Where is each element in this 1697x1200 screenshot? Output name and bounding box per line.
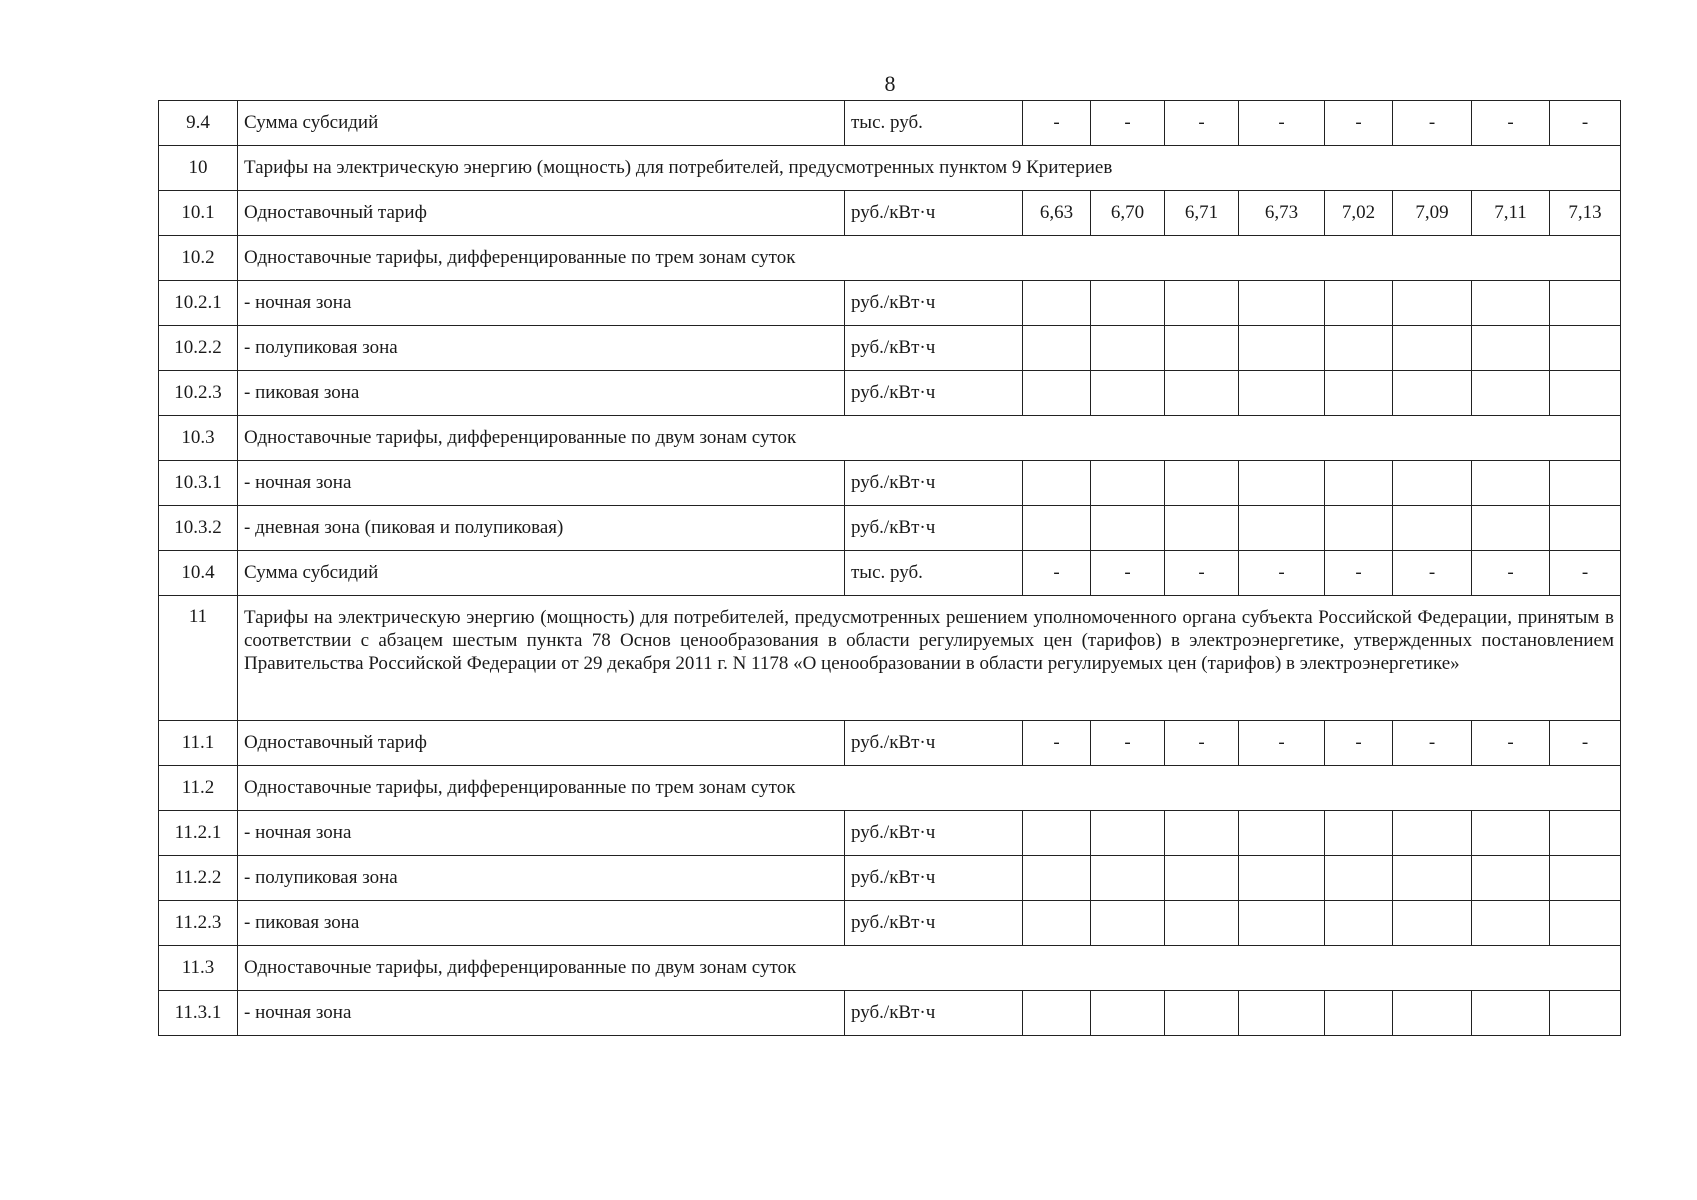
row-name: - ночная зона (238, 811, 845, 856)
value-cell: - (1550, 101, 1621, 146)
value-cell: - (1165, 721, 1239, 766)
row-unit: руб./кВт·ч (845, 856, 1023, 901)
value-cell (1165, 811, 1239, 856)
value-cell (1393, 506, 1472, 551)
row-name: - ночная зона (238, 281, 845, 326)
row-name: Сумма субсидий (238, 551, 845, 596)
value-cell (1393, 461, 1472, 506)
value-cell (1023, 901, 1091, 946)
value-cell: - (1393, 721, 1472, 766)
table-row (159, 721, 1621, 766)
value-cell (1472, 281, 1550, 326)
value-cell: - (1472, 551, 1550, 596)
table-row (159, 281, 1621, 326)
value-cell (1550, 371, 1621, 416)
row-number: 11.2.1 (159, 811, 238, 856)
row-number: 10.1 (159, 191, 238, 236)
value-cell (1165, 371, 1239, 416)
row-name: Одноставочный тариф (238, 721, 845, 766)
section-row (159, 766, 1621, 811)
table-row (159, 551, 1621, 596)
value-cell: 6,71 (1165, 191, 1239, 236)
value-cell: - (1239, 721, 1325, 766)
row-unit: руб./кВт·ч (845, 281, 1023, 326)
tariff-table (158, 100, 1621, 1036)
row-name: - пиковая зона (238, 371, 845, 416)
row-name: - ночная зона (238, 461, 845, 506)
value-cell (1325, 461, 1393, 506)
value-cell: - (1393, 551, 1472, 596)
row-unit: руб./кВт·ч (845, 901, 1023, 946)
row-unit: тыс. руб. (845, 551, 1023, 596)
value-cell (1091, 991, 1165, 1036)
value-cell (1239, 461, 1325, 506)
value-cell (1023, 991, 1091, 1036)
row-number: 11.1 (159, 721, 238, 766)
value-cell (1091, 371, 1165, 416)
value-cell (1393, 281, 1472, 326)
value-cell (1239, 856, 1325, 901)
row-number: 11 (159, 596, 238, 721)
value-cell (1325, 371, 1393, 416)
value-cell: - (1165, 551, 1239, 596)
value-cell (1239, 811, 1325, 856)
row-number: 11.2.2 (159, 856, 238, 901)
value-cell (1239, 281, 1325, 326)
value-cell (1165, 461, 1239, 506)
table-row (159, 506, 1621, 551)
section-title: Одноставочные тарифы, дифференцированные по трем зонам суток (238, 236, 1621, 281)
value-cell (1165, 506, 1239, 551)
value-cell: 7,02 (1325, 191, 1393, 236)
value-cell: - (1239, 551, 1325, 596)
value-cell: 7,09 (1393, 191, 1472, 236)
value-cell (1325, 856, 1393, 901)
value-cell (1239, 326, 1325, 371)
row-name: - дневная зона (пиковая и полупиковая) (238, 506, 845, 551)
row-number: 10.2.1 (159, 281, 238, 326)
page-number: 8 (884, 71, 896, 96)
value-cell (1472, 901, 1550, 946)
value-cell (1550, 506, 1621, 551)
value-cell (1239, 371, 1325, 416)
value-cell: - (1091, 101, 1165, 146)
value-cell (1165, 281, 1239, 326)
value-cell: - (1023, 101, 1091, 146)
value-cell (1023, 811, 1091, 856)
row-number: 9.4 (159, 101, 238, 146)
value-cell: - (1550, 551, 1621, 596)
row-number: 10.2.2 (159, 326, 238, 371)
value-cell (1550, 811, 1621, 856)
table-row (159, 371, 1621, 416)
row-number: 11.3 (159, 946, 238, 991)
row-number: 10.3.2 (159, 506, 238, 551)
row-number: 10.2 (159, 236, 238, 281)
value-cell (1472, 326, 1550, 371)
value-cell (1091, 281, 1165, 326)
table-row (159, 856, 1621, 901)
value-cell (1472, 991, 1550, 1036)
value-cell: - (1023, 721, 1091, 766)
section-title: Одноставочные тарифы, дифференцированные по двум зонам суток (238, 946, 1621, 991)
row-unit: руб./кВт·ч (845, 506, 1023, 551)
value-cell (1393, 811, 1472, 856)
section-row (159, 596, 1621, 721)
value-cell (1472, 856, 1550, 901)
value-cell (1393, 901, 1472, 946)
value-cell: - (1023, 551, 1091, 596)
section-row (159, 416, 1621, 461)
value-cell (1393, 326, 1472, 371)
section-title: Одноставочные тарифы, дифференцированные по трем зонам суток (238, 766, 1621, 811)
row-number: 11.3.1 (159, 991, 238, 1036)
value-cell (1325, 901, 1393, 946)
row-unit: руб./кВт·ч (845, 811, 1023, 856)
value-cell (1091, 326, 1165, 371)
table-row (159, 811, 1621, 856)
section-row (159, 236, 1621, 281)
value-cell (1023, 506, 1091, 551)
row-name: - полупиковая зона (238, 326, 845, 371)
value-cell (1091, 811, 1165, 856)
value-cell (1239, 901, 1325, 946)
value-cell (1165, 991, 1239, 1036)
value-cell (1550, 461, 1621, 506)
row-number: 10.2.3 (159, 371, 238, 416)
value-cell (1472, 371, 1550, 416)
value-cell (1091, 901, 1165, 946)
value-cell: 6,73 (1239, 191, 1325, 236)
table-row (159, 461, 1621, 506)
value-cell (1325, 991, 1393, 1036)
value-cell (1023, 856, 1091, 901)
value-cell (1239, 506, 1325, 551)
value-cell: - (1472, 721, 1550, 766)
value-cell (1165, 901, 1239, 946)
value-cell (1239, 991, 1325, 1036)
row-unit: руб./кВт·ч (845, 991, 1023, 1036)
row-number: 10 (159, 146, 238, 191)
value-cell (1550, 856, 1621, 901)
value-cell (1325, 281, 1393, 326)
value-cell (1550, 326, 1621, 371)
value-cell (1550, 281, 1621, 326)
value-cell (1472, 461, 1550, 506)
value-cell: 7,13 (1550, 191, 1621, 236)
value-cell (1393, 856, 1472, 901)
value-cell: - (1550, 721, 1621, 766)
table-row (159, 191, 1621, 236)
row-number: 10.3.1 (159, 461, 238, 506)
value-cell: - (1325, 101, 1393, 146)
value-cell (1165, 326, 1239, 371)
section-title: Одноставочные тарифы, дифференцированные по двум зонам суток (238, 416, 1621, 461)
row-number: 11.2 (159, 766, 238, 811)
row-name: - полупиковая зона (238, 856, 845, 901)
table-row (159, 101, 1621, 146)
row-unit: руб./кВт·ч (845, 191, 1023, 236)
value-cell (1325, 811, 1393, 856)
row-name: Сумма субсидий (238, 101, 845, 146)
value-cell (1550, 901, 1621, 946)
value-cell: 7,11 (1472, 191, 1550, 236)
value-cell (1091, 461, 1165, 506)
section-title: Тарифы на электрическую энергию (мощность) для потребителей, предусмотренных решением уполномоченного органа субъекта Российской Федерации, принятым в соответствии с абзацем шестым пункта 78 Основ ценообразования в области регулируемых цен (тарифов) в электроэнергетике, утвержденных постановлением Правительства Российской Федерации от 29 декабря 2011 г. N 1178 «О ценообразовании в области регулируемых цен (тарифов) в электроэнергетике» (238, 596, 1621, 721)
value-cell: 6,63 (1023, 191, 1091, 236)
value-cell (1472, 811, 1550, 856)
value-cell (1165, 856, 1239, 901)
value-cell (1325, 506, 1393, 551)
value-cell: - (1091, 721, 1165, 766)
value-cell (1023, 461, 1091, 506)
value-cell (1472, 506, 1550, 551)
row-number: 10.3 (159, 416, 238, 461)
section-row (159, 946, 1621, 991)
row-unit: руб./кВт·ч (845, 326, 1023, 371)
value-cell (1550, 991, 1621, 1036)
table-row (159, 991, 1621, 1036)
row-unit: руб./кВт·ч (845, 371, 1023, 416)
row-number: 11.2.3 (159, 901, 238, 946)
value-cell (1325, 326, 1393, 371)
row-name: - пиковая зона (238, 901, 845, 946)
value-cell (1091, 506, 1165, 551)
table-body (159, 101, 1621, 1036)
value-cell (1023, 326, 1091, 371)
section-title: Тарифы на электрическую энергию (мощность) для потребителей, предусмотренных пунктом 9 Критериев (238, 146, 1621, 191)
value-cell: - (1393, 101, 1472, 146)
row-number: 10.4 (159, 551, 238, 596)
value-cell (1393, 991, 1472, 1036)
value-cell (1393, 371, 1472, 416)
value-cell (1023, 371, 1091, 416)
value-cell: - (1091, 551, 1165, 596)
row-unit: руб./кВт·ч (845, 721, 1023, 766)
value-cell (1091, 856, 1165, 901)
value-cell (1023, 281, 1091, 326)
value-cell: - (1325, 551, 1393, 596)
row-name: Одноставочный тариф (238, 191, 845, 236)
row-unit: тыс. руб. (845, 101, 1023, 146)
value-cell: - (1472, 101, 1550, 146)
value-cell: 6,70 (1091, 191, 1165, 236)
row-unit: руб./кВт·ч (845, 461, 1023, 506)
table-row (159, 901, 1621, 946)
value-cell: - (1325, 721, 1393, 766)
value-cell: - (1239, 101, 1325, 146)
row-name: - ночная зона (238, 991, 845, 1036)
value-cell: - (1165, 101, 1239, 146)
table-row (159, 326, 1621, 371)
section-row (159, 146, 1621, 191)
